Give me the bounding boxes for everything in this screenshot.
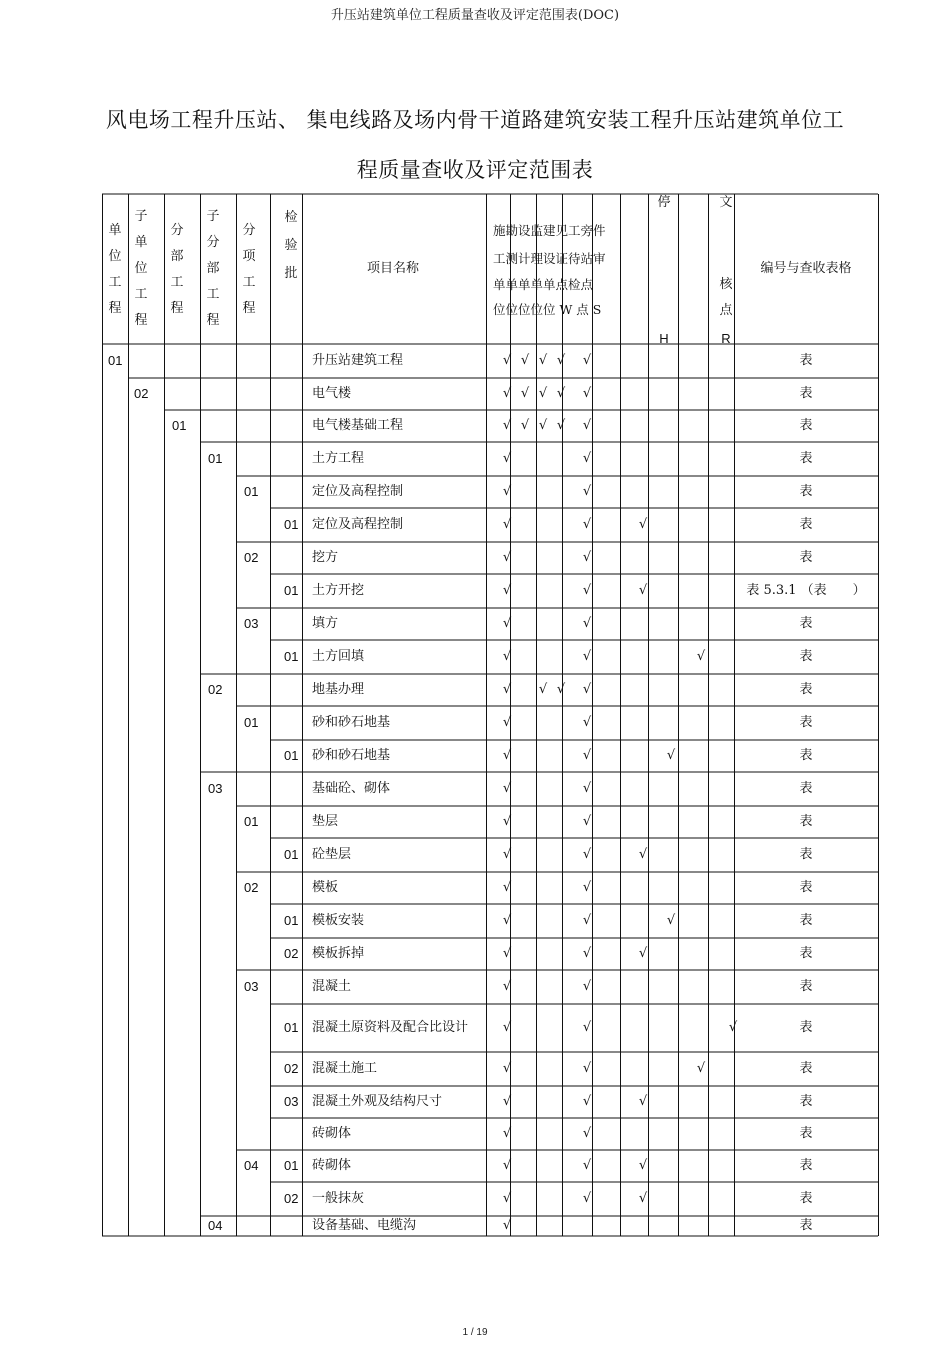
check-mark: √ bbox=[556, 386, 566, 401]
row-code-sub-division: 02 bbox=[208, 682, 223, 697]
check-mark: √ bbox=[502, 1061, 512, 1076]
row-form-number: 表 bbox=[799, 418, 813, 433]
check-mark: √ bbox=[582, 913, 592, 928]
row-project-name: 砂和砂石地基 bbox=[312, 715, 391, 730]
document-title-line-2: 程质量查收及评定范围表 bbox=[356, 158, 594, 182]
document-header: 升压站建筑单位工程质量查收及评定范围表(DOC) bbox=[330, 8, 620, 23]
header-stakeholders-line-3: 单单单单单点检点 bbox=[493, 277, 594, 292]
row-code-item: 02 bbox=[244, 550, 259, 565]
header-stakeholders-line-2: 工测计理设证待站审 bbox=[493, 251, 606, 266]
row-code-batch: 01 bbox=[284, 913, 299, 928]
row-form-number: 表 bbox=[799, 682, 813, 697]
check-mark: √ bbox=[502, 353, 512, 368]
row-project-name: 土方开挖 bbox=[312, 583, 365, 598]
check-mark: √ bbox=[582, 847, 592, 862]
row-code-batch: 03 bbox=[284, 1094, 299, 1109]
check-mark: √ bbox=[520, 418, 530, 433]
check-mark: √ bbox=[582, 616, 592, 631]
check-mark: √ bbox=[582, 649, 592, 664]
check-mark: √ bbox=[556, 353, 566, 368]
check-mark: √ bbox=[502, 1191, 512, 1206]
check-mark: √ bbox=[582, 1061, 592, 1076]
check-mark: √ bbox=[582, 880, 592, 895]
row-form-number: 表 bbox=[799, 649, 813, 664]
row-code-item: 03 bbox=[244, 616, 259, 631]
row-project-name: 模板拆掉 bbox=[312, 946, 365, 961]
row-project-name: 土方回填 bbox=[312, 649, 365, 664]
check-mark: √ bbox=[538, 682, 548, 697]
check-mark: √ bbox=[502, 979, 512, 994]
check-mark: √ bbox=[502, 484, 512, 499]
check-mark: √ bbox=[502, 451, 512, 466]
check-mark: √ bbox=[582, 1191, 592, 1206]
check-mark: √ bbox=[666, 913, 676, 928]
check-mark: √ bbox=[728, 1020, 738, 1035]
row-project-name: 混凝土 bbox=[312, 979, 352, 994]
check-mark: √ bbox=[502, 1094, 512, 1109]
check-mark: √ bbox=[538, 418, 548, 433]
row-form-number: 表 bbox=[799, 1126, 813, 1141]
row-project-name: 砖砌体 bbox=[312, 1158, 352, 1173]
header-hold-point-top: 停 bbox=[657, 195, 671, 210]
header-item: 分项工程 bbox=[242, 223, 256, 316]
header-sub-unit: 子单位工程 bbox=[134, 209, 148, 328]
check-mark: √ bbox=[502, 748, 512, 763]
row-code-batch: 01 bbox=[284, 1158, 299, 1173]
row-form-number: 表 bbox=[799, 451, 813, 466]
header-form-number: 编号与查收表格 bbox=[760, 261, 852, 276]
document-title-line-1: 风电场工程升压站、 集电线路及场内骨干道路建筑安装工程升压站建筑单位工 bbox=[105, 108, 845, 132]
check-mark: √ bbox=[582, 517, 592, 532]
check-mark: √ bbox=[502, 517, 512, 532]
check-mark: √ bbox=[582, 418, 592, 433]
check-mark: √ bbox=[502, 682, 512, 697]
check-mark: √ bbox=[502, 1158, 512, 1173]
check-mark: √ bbox=[556, 418, 566, 433]
row-form-number: 表 bbox=[799, 880, 813, 895]
row-form-number: 表 bbox=[799, 748, 813, 763]
check-mark: √ bbox=[582, 451, 592, 466]
check-mark: √ bbox=[582, 814, 592, 829]
row-project-name: 定位及高程控制 bbox=[312, 484, 404, 499]
check-mark: √ bbox=[582, 1158, 592, 1173]
check-mark: √ bbox=[582, 1126, 592, 1141]
row-project-name: 混凝土外观及结构尺寸 bbox=[312, 1094, 443, 1109]
check-mark: √ bbox=[582, 715, 592, 730]
header-document-review-top: 文 bbox=[719, 195, 733, 210]
row-form-number: 表 bbox=[799, 847, 813, 862]
header-sub-division: 子分部工程 bbox=[206, 209, 220, 328]
row-project-name: 一般抹灰 bbox=[312, 1191, 365, 1206]
row-code-sub-division: 01 bbox=[208, 451, 223, 466]
check-mark: √ bbox=[582, 386, 592, 401]
row-project-name: 填方 bbox=[312, 616, 339, 631]
row-form-number: 表 bbox=[799, 353, 813, 368]
row-form-number: 表 bbox=[799, 1191, 813, 1206]
check-mark: √ bbox=[582, 979, 592, 994]
check-mark: √ bbox=[696, 1061, 706, 1076]
row-project-name: 电气楼 bbox=[312, 386, 352, 401]
check-mark: √ bbox=[502, 649, 512, 664]
row-form-number: 表 bbox=[799, 1094, 813, 1109]
row-code-batch: 01 bbox=[284, 847, 299, 862]
row-form-number: 表 bbox=[799, 781, 813, 796]
header-project-name: 项目名称 bbox=[366, 261, 419, 276]
row-code-item: 03 bbox=[244, 979, 259, 994]
row-code-batch: 02 bbox=[284, 1061, 299, 1076]
row-form-number: 表 bbox=[799, 616, 813, 631]
check-mark: √ bbox=[582, 748, 592, 763]
row-project-name: 垫层 bbox=[312, 814, 339, 829]
row-code-item: 04 bbox=[244, 1158, 259, 1173]
row-code-batch: 01 bbox=[284, 517, 299, 532]
row-code-sub-division: 04 bbox=[208, 1218, 223, 1233]
row-form-number: 表 bbox=[799, 517, 813, 532]
row-code-item: 01 bbox=[244, 814, 259, 829]
page-number: 1 / 19 bbox=[462, 1327, 488, 1338]
row-project-name: 定位及高程控制 bbox=[312, 517, 404, 532]
header-stakeholders-line-1: 施勘设监建见工旁件 bbox=[493, 223, 606, 238]
check-mark: √ bbox=[638, 517, 648, 532]
row-project-name: 模板安装 bbox=[312, 913, 365, 928]
check-mark: √ bbox=[538, 353, 548, 368]
row-form-number: 表 bbox=[799, 814, 813, 829]
check-mark: √ bbox=[666, 748, 676, 763]
check-mark: √ bbox=[502, 946, 512, 961]
header-division: 分部工程 bbox=[170, 223, 184, 316]
row-code-batch: 02 bbox=[284, 1191, 299, 1206]
row-form-number: 表 bbox=[799, 386, 813, 401]
row-code-division: 01 bbox=[172, 418, 187, 433]
check-mark: √ bbox=[582, 550, 592, 565]
check-mark: √ bbox=[582, 1094, 592, 1109]
row-form-number: 表 bbox=[799, 946, 813, 961]
check-mark: √ bbox=[638, 1094, 648, 1109]
row-code-batch: 01 bbox=[284, 1020, 299, 1035]
check-mark: √ bbox=[556, 682, 566, 697]
row-project-name: 砖砌体 bbox=[312, 1126, 352, 1141]
header-unit: 单位工程 bbox=[108, 223, 122, 316]
row-form-number: 表 bbox=[799, 979, 813, 994]
row-code-item: 01 bbox=[244, 484, 259, 499]
row-code-batch: 01 bbox=[284, 649, 299, 664]
row-form-number: 表 bbox=[799, 484, 813, 499]
check-mark: √ bbox=[538, 386, 548, 401]
check-mark: √ bbox=[582, 353, 592, 368]
header-batch: 检验批 bbox=[284, 210, 298, 281]
row-form-number: 表 5.3.1 （表 ） bbox=[746, 583, 866, 598]
row-code-item: 01 bbox=[244, 715, 259, 730]
row-form-number: 表 bbox=[799, 715, 813, 730]
row-form-number: 表 bbox=[799, 913, 813, 928]
row-project-name: 设备基础、电缆沟 bbox=[312, 1218, 417, 1233]
row-code-sub-division: 03 bbox=[208, 781, 223, 796]
check-mark: √ bbox=[638, 847, 648, 862]
check-mark: √ bbox=[582, 484, 592, 499]
check-mark: √ bbox=[638, 946, 648, 961]
check-mark: √ bbox=[638, 583, 648, 598]
row-code-item: 02 bbox=[244, 880, 259, 895]
check-mark: √ bbox=[502, 913, 512, 928]
check-mark: √ bbox=[502, 1218, 512, 1233]
check-mark: √ bbox=[638, 1191, 648, 1206]
check-mark: √ bbox=[502, 715, 512, 730]
check-mark: √ bbox=[502, 386, 512, 401]
row-form-number: 表 bbox=[799, 1061, 813, 1076]
check-mark: √ bbox=[582, 682, 592, 697]
row-project-name: 挖方 bbox=[312, 550, 339, 565]
row-project-name: 砼垫层 bbox=[312, 847, 352, 862]
row-project-name: 混凝土施工 bbox=[312, 1061, 378, 1076]
row-form-number: 表 bbox=[799, 1020, 813, 1035]
row-code-unit: 01 bbox=[108, 353, 123, 368]
row-form-number: 表 bbox=[799, 550, 813, 565]
row-form-number: 表 bbox=[799, 1218, 813, 1233]
header-document-review-bottom: R bbox=[721, 331, 731, 346]
check-mark: √ bbox=[502, 550, 512, 565]
check-mark: √ bbox=[520, 353, 530, 368]
check-mark: √ bbox=[502, 616, 512, 631]
check-mark: √ bbox=[638, 1158, 648, 1173]
row-project-name: 土方工程 bbox=[312, 451, 365, 466]
check-mark: √ bbox=[582, 781, 592, 796]
check-mark: √ bbox=[582, 583, 592, 598]
check-mark: √ bbox=[696, 649, 706, 664]
header-stakeholders-line-4: 位位位位位 W 点 S bbox=[493, 302, 602, 317]
check-mark: √ bbox=[520, 386, 530, 401]
check-mark: √ bbox=[582, 946, 592, 961]
row-code-batch: 01 bbox=[284, 583, 299, 598]
check-mark: √ bbox=[502, 781, 512, 796]
row-project-name: 砂和砂石地基 bbox=[312, 748, 391, 763]
check-mark: √ bbox=[502, 847, 512, 862]
row-project-name: 升压站建筑工程 bbox=[312, 353, 404, 368]
header-document-review-mid: 核点 bbox=[719, 277, 733, 318]
check-mark: √ bbox=[502, 814, 512, 829]
check-mark: √ bbox=[502, 1020, 512, 1035]
row-form-number: 表 bbox=[799, 1158, 813, 1173]
check-mark: √ bbox=[582, 1020, 592, 1035]
header-hold-point-bottom: H bbox=[659, 331, 669, 346]
row-project-name: 地基办理 bbox=[312, 682, 365, 697]
check-mark: √ bbox=[502, 880, 512, 895]
row-project-name: 基础砼、砌体 bbox=[312, 781, 391, 796]
row-code-batch: 01 bbox=[284, 748, 299, 763]
check-mark: √ bbox=[502, 1126, 512, 1141]
check-mark: √ bbox=[502, 418, 512, 433]
row-code-batch: 02 bbox=[284, 946, 299, 961]
check-mark: √ bbox=[502, 583, 512, 598]
row-project-name: 电气楼基础工程 bbox=[312, 418, 404, 433]
row-code-sub-unit: 02 bbox=[134, 386, 149, 401]
row-project-name: 模板 bbox=[312, 880, 339, 895]
row-project-name: 混凝土原资料及配合比设计 bbox=[312, 1020, 469, 1035]
